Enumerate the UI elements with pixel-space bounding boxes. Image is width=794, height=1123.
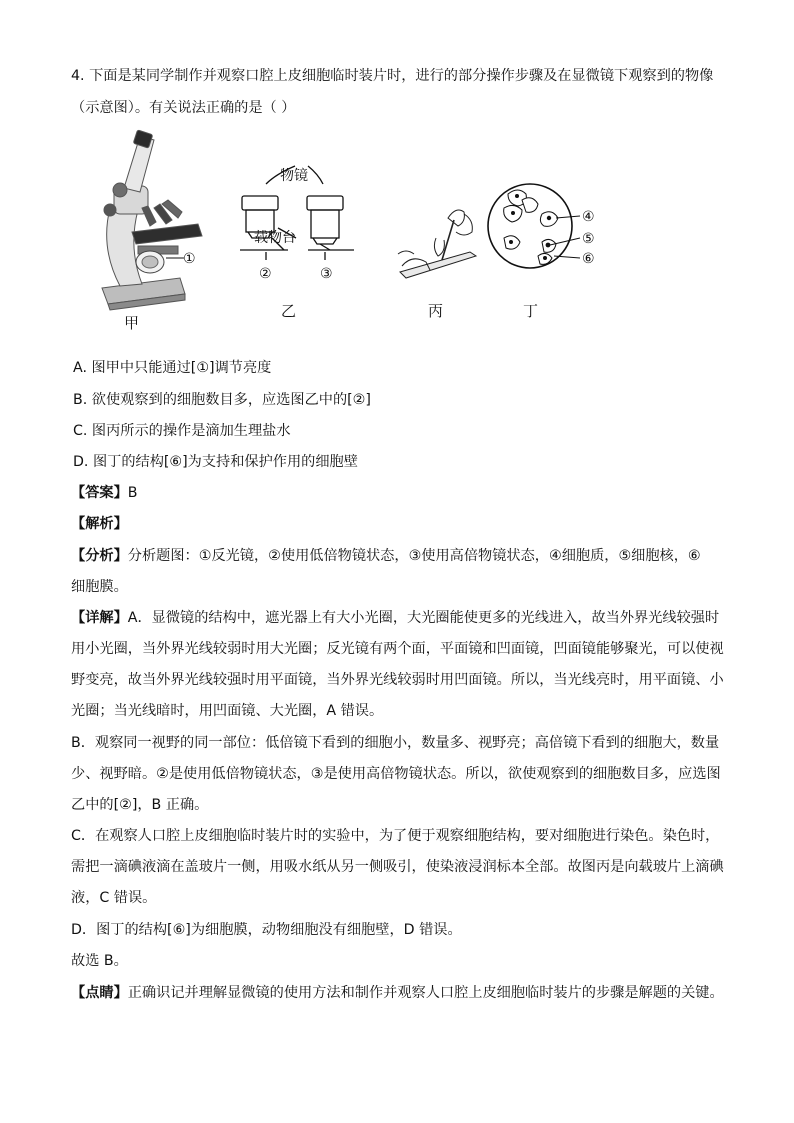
- xiangjie-c-line1: C．在观察人口腔上皮细胞临时装片时的实验中，为了便于观察细胞结构，要对细胞进行染色。染色时，: [71, 828, 720, 844]
- xiangjie-a-line3: 野变亮，故当外界光线较强时用平面镜，当外界光线较弱时用凹面镜。所以，当光线亮时，用平面镜、小: [71, 672, 724, 688]
- analysis-tag: 【解析】: [71, 516, 128, 532]
- xiangjie-c-line2: 需把一滴碘液滴在盖玻片一侧，用吸水纸从另一侧吸引，使染液浸润标本全部。故图丙是向载玻片上滴碘: [71, 859, 724, 875]
- marker-2: ②: [259, 266, 272, 282]
- dianjing-line: [71, 983, 724, 1003]
- caption-bing: 丙: [428, 302, 444, 320]
- option-b: B. 欲使观察到的细胞数目多，应选图乙中的[②]: [73, 392, 371, 408]
- xiangjie-a-text: A．显微镜的结构中，遮光器上有大小光圈，大光圈能使更多的光线进入，故当外界光线较强时: [127, 610, 720, 626]
- marker-5: ⑤: [582, 231, 595, 247]
- xiangjie-a-line1: [71, 608, 719, 628]
- marker-4: ④: [582, 209, 595, 225]
- fenxi-line1: [71, 546, 701, 566]
- dianjing-text: 正确识记并理解显微镜的使用方法和制作并观察人口腔上皮细胞临时装片的步骤是解题的关键。: [127, 985, 724, 1001]
- xiangjie-tag: 【详解】: [71, 610, 128, 626]
- answer-value: B: [127, 485, 138, 501]
- xiangjie-b-line3: 乙中的[②]，B 正确。: [71, 797, 209, 813]
- fenxi-tag: 【分析】: [71, 548, 128, 564]
- label-wujing: 物镜: [280, 168, 308, 184]
- xiangjie-c-line3: 液，C 错误。: [71, 890, 157, 906]
- question-stem: 下面是某同学制作并观察口腔上皮细胞临时装片时，进行的部分操作步骤及在显微镜下观察到的物像: [89, 68, 714, 84]
- question-figure: [80, 128, 640, 338]
- xiangjie-b-line1: B．观察同一视野的同一部位：低倍镜下看到的细胞小，数量多、视野亮；高倍镜下看到的细胞大，数量: [71, 735, 720, 751]
- option-d: D. 图丁的结构[⑥]为支持和保护作用的细胞壁: [73, 454, 358, 470]
- microscope-illustration: [102, 130, 202, 310]
- staining-operation-illustration: [398, 210, 476, 278]
- xiangjie-d-line1: D．图丁的结构[⑥]为细胞膜，动物细胞没有细胞壁，D 错误。: [71, 922, 462, 938]
- xiangjie-b-line2: 少、视野暗。②是使用低倍物镜状态，③是使用高倍物镜状态。所以，欲使观察到的细胞数目多，应选图: [71, 766, 721, 782]
- caption-ding: 丁: [523, 302, 539, 320]
- xiangjie-conclusion: 故选 B。: [71, 953, 128, 969]
- option-a: A. 图甲中只能通过[①]调节亮度: [73, 360, 272, 376]
- fenxi-line2: 细胞膜。: [71, 579, 128, 595]
- xiangjie-a-line2: 用小光圈，当外界光线较弱时用大光圈；反光镜有两个面，平面镜和凹面镜，凹面镜能够聚光，可以使视: [71, 641, 724, 657]
- xiangjie-a-line4: 光圈；当光线暗时，用凹面镜、大光圈，A 错误。: [71, 703, 384, 719]
- dianjing-tag: 【点睛】: [71, 985, 128, 1001]
- label-zaiwutai: 载物台: [254, 230, 296, 246]
- marker-1: ①: [183, 251, 196, 267]
- question-stem-line2: （示意图）。有关说法正确的是（ ）: [71, 100, 296, 116]
- answer-line: [71, 483, 138, 503]
- marker-3: ③: [320, 266, 333, 282]
- option-c: C. 图丙所示的操作是滴加生理盐水: [73, 423, 291, 439]
- caption-jia: 甲: [124, 314, 140, 332]
- question-number: 4.: [71, 68, 85, 84]
- cell-view-circle: [488, 184, 572, 268]
- fenxi-text: 分析题图：①反光镜，②使用低倍物镜状态，③使用高倍物镜状态，④细胞质，⑤细胞核，⑥: [127, 548, 701, 564]
- answer-tag: 【答案】: [71, 485, 128, 501]
- caption-yi: 乙: [281, 302, 297, 320]
- cells-cluster: [504, 190, 558, 264]
- question-stem-line1: [71, 66, 713, 86]
- marker-6: ⑥: [582, 251, 595, 267]
